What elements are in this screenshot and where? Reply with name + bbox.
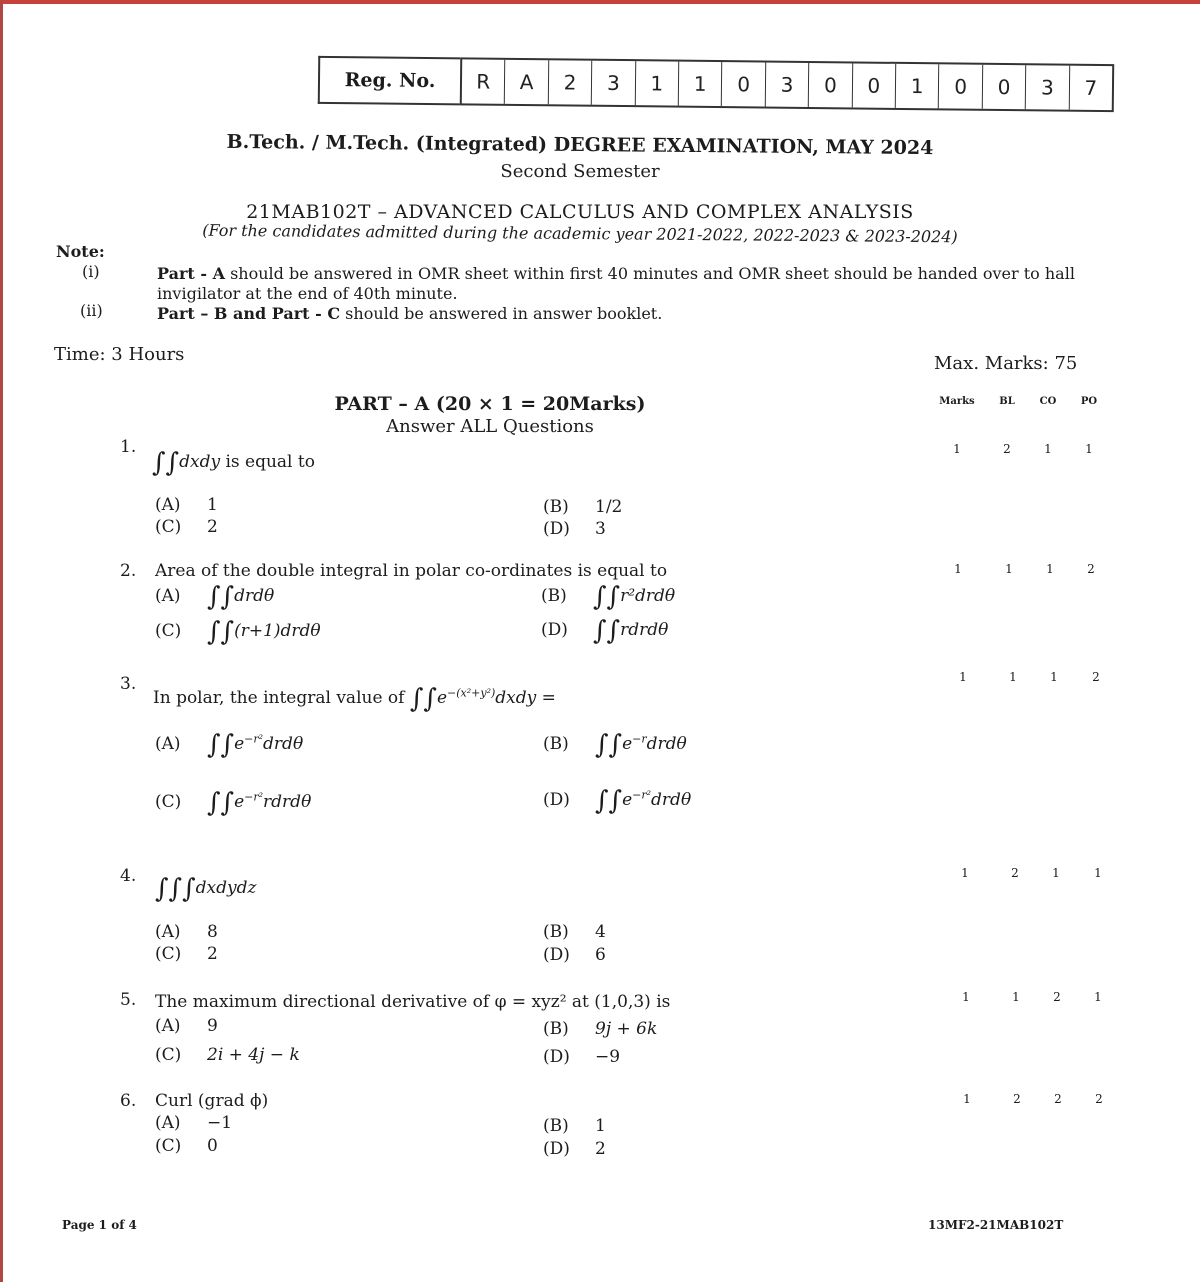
question-number: 3.: [120, 674, 137, 694]
option-text: 6: [595, 945, 606, 965]
option-label: (A): [155, 495, 181, 515]
question-text: The maximum directional derivative of φ = xyz² at (1,0,3) is: [155, 992, 671, 1012]
option-d: [543, 1139, 606, 1159]
page-left-edge: [0, 0, 3, 1282]
option-b: [543, 497, 622, 517]
option-label: (D): [543, 519, 570, 539]
note-part: Part - A: [157, 264, 225, 283]
integral-symbol: ∫∫: [207, 730, 235, 760]
option-c: [155, 517, 218, 537]
option-label: (A): [155, 1113, 181, 1133]
max-marks: Max. Marks: 75: [934, 353, 1078, 374]
exp-term: $e^{-r^2}$: [622, 788, 652, 810]
option-text: rdrdθ: [263, 792, 312, 812]
option-label: (C): [155, 792, 182, 812]
option-text: 1: [207, 495, 218, 515]
semester: Second Semester: [500, 161, 660, 182]
option-d: [543, 945, 606, 965]
bl-value: 1: [1009, 670, 1017, 684]
reg-digit: 3: [1025, 65, 1069, 109]
co-value: 1: [1052, 866, 1060, 880]
option-text: drdθ: [651, 790, 692, 810]
integral-symbol: ∫∫∫: [155, 874, 196, 904]
option-c: [155, 944, 218, 964]
reg-digit: 0: [808, 63, 852, 107]
option-d: [541, 616, 668, 646]
note-text: [157, 264, 1102, 304]
option-label: (C): [155, 944, 182, 964]
option-c: [155, 1045, 300, 1065]
option-a: [155, 922, 218, 942]
note-number: (ii): [80, 301, 103, 320]
option-label: (A): [155, 586, 181, 606]
question-text: [155, 874, 256, 904]
exp-term: $e^{-r^2}$: [234, 732, 264, 754]
option-a: [155, 1113, 232, 1133]
question-suffix: dxdy =: [495, 688, 556, 708]
note-part: Part – B and Part - C: [157, 304, 341, 323]
po-value: 1: [1085, 442, 1093, 456]
option-b: [543, 922, 606, 942]
reg-digit: 1: [678, 62, 722, 106]
question-number: 1.: [120, 437, 137, 457]
option-label: (B): [543, 497, 569, 517]
marks-value: 1: [961, 866, 969, 880]
po-value: 1: [1094, 866, 1102, 880]
option-text: rdrdθ: [620, 620, 669, 640]
integral-symbol: ∫∫: [207, 788, 235, 818]
co-value: 1: [1050, 670, 1058, 684]
option-label: (C): [155, 1045, 182, 1065]
po-value: 2: [1087, 562, 1095, 576]
option-d: [543, 786, 691, 816]
co-value: 1: [1044, 442, 1052, 456]
reg-digit: 2: [548, 60, 592, 104]
option-text: −1: [207, 1113, 233, 1133]
page-top-edge: [0, 0, 1200, 4]
question-text: Area of the double integral in polar co-ordinates is equal to: [155, 561, 668, 581]
option-text: −9: [595, 1047, 621, 1067]
exp-term: $e^{-(x^2+y^2)}$: [436, 686, 496, 708]
option-label: (B): [543, 1019, 569, 1039]
reg-number-box: [318, 56, 1114, 112]
option-label: (D): [543, 1139, 570, 1159]
option-label: (C): [155, 517, 182, 537]
marks-value: 1: [962, 990, 970, 1004]
option-text: 9: [207, 1016, 218, 1036]
exam-time: Time: 3 Hours: [54, 344, 185, 365]
option-text: 0: [207, 1136, 218, 1156]
question-integrand: dxdy: [179, 452, 221, 472]
option-label: (C): [155, 1136, 182, 1156]
option-text: drdθ: [263, 734, 304, 754]
question-prefix: In polar, the integral value of: [153, 688, 405, 708]
option-label: (D): [543, 945, 570, 965]
po-value: 1: [1094, 990, 1102, 1004]
subject-title: 21MAB102T – ADVANCED CALCULUS AND COMPLEX ANALYSIS: [246, 201, 914, 223]
bl-value: 1: [1005, 562, 1013, 576]
integral-symbol: ∫∫: [593, 616, 621, 646]
option-text: 2: [207, 944, 218, 964]
option-label: (A): [155, 922, 181, 942]
po-value: 2: [1092, 670, 1100, 684]
marks-value: 1: [954, 562, 962, 576]
column-header-marks: Marks: [939, 396, 975, 407]
bl-value: 2: [1003, 442, 1011, 456]
option-text: 1/2: [595, 497, 623, 517]
integral-symbol: ∫∫: [595, 730, 623, 760]
option-text: (r+1)drdθ: [234, 621, 321, 641]
reg-digit: 0: [938, 64, 982, 108]
option-text: 1: [595, 1116, 606, 1136]
paper-code: 13MF2-21MAB102T: [928, 1218, 1064, 1232]
option-text: r²drdθ: [620, 586, 676, 606]
question-integrand: dxdydz: [195, 878, 257, 898]
reg-digit: R: [476, 69, 491, 94]
co-value: 2: [1053, 990, 1061, 1004]
integral-symbol: ∫∫: [207, 617, 235, 647]
question-number: 4.: [120, 866, 137, 886]
option-text: 2: [207, 517, 218, 537]
option-text: drdθ: [646, 734, 687, 754]
option-label: (C): [155, 621, 182, 641]
question-text: Curl (grad ϕ): [155, 1091, 269, 1111]
option-label: (D): [541, 620, 568, 640]
option-label: (B): [543, 922, 569, 942]
option-label: (B): [541, 586, 567, 606]
option-label: (A): [155, 734, 181, 754]
question-number: 6.: [120, 1091, 137, 1111]
option-a: [155, 495, 218, 515]
po-value: 2: [1095, 1092, 1103, 1106]
integral-symbol: ∫∫: [593, 582, 621, 612]
option-text: 8: [207, 922, 218, 942]
bl-value: 2: [1013, 1092, 1021, 1106]
question-suffix: is equal to: [220, 452, 315, 472]
option-text: 2: [595, 1139, 606, 1159]
reg-digit: 1: [895, 64, 939, 108]
part-a-title: PART – A (20 × 1 = 20Marks): [334, 393, 646, 415]
option-a: [155, 1016, 218, 1036]
marks-value: 1: [953, 442, 961, 456]
note-body: should be answered in answer booklet.: [340, 304, 663, 323]
reg-digit: 7: [1068, 66, 1112, 110]
option-text: drdθ: [234, 586, 275, 606]
bl-value: 2: [1011, 866, 1019, 880]
option-a: [155, 582, 274, 612]
question-number: 5.: [120, 990, 137, 1010]
option-text: 3: [595, 519, 606, 539]
question-number: 2.: [120, 561, 137, 581]
column-header-po: PO: [1080, 396, 1098, 407]
column-header-bl: BL: [999, 396, 1015, 407]
reg-digit: 1: [634, 61, 678, 105]
exam-title: B.Tech. / M.Tech. (Integrated) DEGREE EXAMINATION, MAY 2024: [226, 130, 934, 160]
marks-value: 1: [959, 670, 967, 684]
option-c: [155, 617, 321, 647]
co-value: 1: [1046, 562, 1054, 576]
integral-symbol: ∫∫: [152, 448, 180, 478]
reg-cells: [460, 57, 1114, 112]
exp-term: $e^{-r^2}$: [234, 790, 264, 812]
admitted-note: (For the candidates admitted during the academic year 2021-2022, 2022-2023 & 2023-2024): [202, 220, 958, 247]
option-text: 9j + 6k: [595, 1019, 658, 1039]
reg-digit: 3: [765, 63, 809, 107]
option-c: [155, 788, 311, 818]
reg-digit: 0: [721, 62, 765, 106]
reg-digit: 0: [851, 63, 895, 107]
note-text: [157, 304, 1102, 324]
integral-symbol: ∫∫: [595, 786, 623, 816]
option-text: 2i + 4j − k: [207, 1045, 300, 1065]
option-b: [541, 582, 675, 612]
page-number: Page 1 of 4: [62, 1218, 137, 1232]
note-label: Note:: [56, 242, 105, 261]
reg-digit: A: [504, 60, 548, 104]
option-label: (B): [543, 1116, 569, 1136]
integral-symbol: ∫∫: [207, 582, 235, 612]
note-number: (i): [82, 262, 100, 281]
option-b: [543, 730, 687, 760]
exp-term: $e^{-r}$: [622, 732, 647, 754]
option-label: (D): [543, 790, 570, 810]
column-header-co: CO: [1039, 396, 1057, 407]
option-c: [155, 1136, 218, 1156]
reg-label: Reg. No.: [318, 56, 460, 105]
question-text: [152, 448, 315, 478]
option-b: [543, 1116, 606, 1136]
marks-value: 1: [963, 1092, 971, 1106]
reg-digit: 3: [591, 61, 635, 105]
option-text: 4: [595, 922, 606, 942]
option-d: [543, 519, 606, 539]
reg-digit: 0: [982, 65, 1026, 109]
note-body: should be answered in OMR sheet within first 40 minutes and OMR sheet should be handed over to hall invigilator at the end of 40th minute.: [157, 264, 1075, 303]
option-d: [543, 1047, 620, 1067]
option-label: (B): [543, 734, 569, 754]
question-text: [153, 684, 556, 714]
option-b: [543, 1019, 657, 1039]
integral-symbol: ∫∫: [409, 684, 437, 714]
co-value: 2: [1054, 1092, 1062, 1106]
option-a: [155, 730, 303, 760]
option-label: (D): [543, 1047, 570, 1067]
bl-value: 1: [1012, 990, 1020, 1004]
option-label: (A): [155, 1016, 181, 1036]
part-a-subtitle: Answer ALL Questions: [386, 416, 594, 437]
